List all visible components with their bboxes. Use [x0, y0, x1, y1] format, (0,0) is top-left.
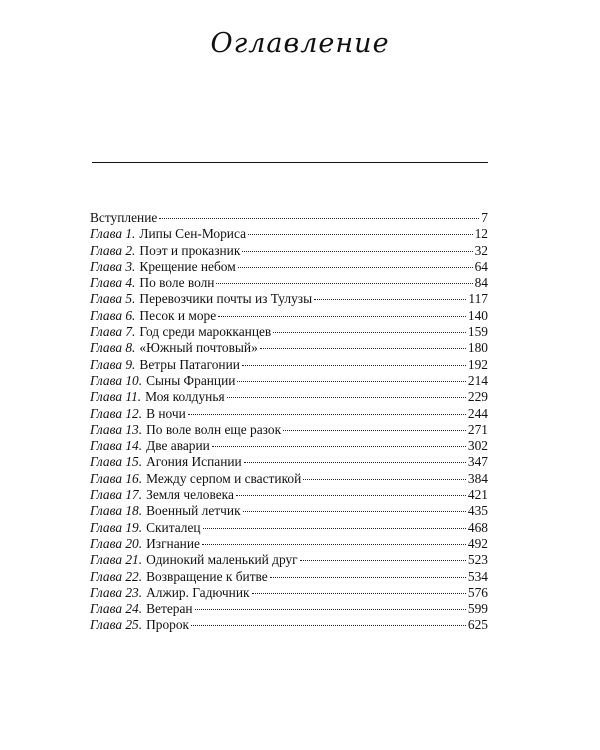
toc-page-number: 421 — [467, 487, 488, 503]
toc-entry — [90, 259, 488, 275]
toc-chapter-number: Глава 11. — [90, 389, 142, 405]
toc-chapter-title: Моя колдунья — [145, 389, 225, 405]
toc-page-number: 468 — [467, 519, 488, 535]
dot-leader — [260, 348, 466, 349]
toc-chapter-number: Глава 20. — [90, 535, 143, 551]
toc-chapter-title: По воле волн еще разок — [146, 421, 282, 437]
toc-chapter-title: Песок и море — [139, 307, 217, 323]
toc-chapter-title: Пророк — [146, 617, 190, 633]
toc-chapter-title: Вступление — [90, 210, 158, 225]
dot-leader — [303, 479, 466, 480]
toc-chapter-number: Глава 17. — [90, 487, 143, 503]
toc-entry — [90, 406, 488, 422]
toc-chapter-number: Глава 15. — [90, 454, 143, 470]
toc-entry — [90, 357, 488, 373]
toc-page-number: 302 — [467, 438, 488, 454]
toc-chapter-number: Глава 12. — [90, 405, 143, 421]
dot-leader — [195, 609, 466, 610]
toc-entry — [90, 552, 488, 568]
toc-chapter-title: Год среди марокканцев — [139, 324, 272, 340]
toc-entry — [90, 291, 488, 307]
toc-chapter-number: Глава 8. — [90, 340, 136, 356]
toc-page-number: 523 — [467, 552, 488, 568]
toc-page-number: 159 — [467, 324, 488, 340]
toc-chapter-title: Ветеран — [146, 601, 193, 617]
dot-leader — [248, 234, 473, 235]
dot-leader — [243, 511, 466, 512]
toc-chapter-number: Глава 4. — [90, 275, 136, 291]
dot-leader — [227, 397, 466, 398]
toc-entry — [90, 438, 488, 454]
toc-chapter-number: Глава 10. — [90, 372, 143, 388]
table-of-contents — [90, 210, 488, 634]
toc-entry — [90, 373, 488, 389]
toc-chapter-title: Алжир. Гадючник — [146, 584, 250, 600]
toc-chapter-number: Глава 23. — [90, 584, 143, 600]
toc-chapter-title: Военный летчик — [146, 503, 241, 519]
toc-page-number: 492 — [467, 535, 488, 551]
toc-chapter-number: Глава 21. — [90, 552, 143, 568]
toc-entry — [90, 536, 488, 552]
page-title: Оглавление — [210, 28, 390, 59]
toc-page-number: 32 — [474, 242, 488, 258]
dot-leader — [237, 381, 465, 382]
toc-chapter-title: «Южный почтовый» — [139, 340, 258, 356]
toc-page-number: 214 — [467, 372, 488, 388]
dot-leader — [218, 316, 466, 317]
toc-chapter-title: В ночи — [146, 405, 186, 421]
toc-entry — [90, 487, 488, 503]
horizontal-divider — [92, 162, 488, 163]
toc-chapter-number: Глава 19. — [90, 519, 143, 535]
toc-chapter-title: Между серпом и свастикой — [146, 470, 302, 486]
dot-leader — [238, 267, 473, 268]
toc-page-number: 7 — [481, 210, 488, 225]
toc-entry — [90, 569, 488, 585]
toc-chapter-title: Поэт и проказник — [139, 242, 241, 258]
toc-entry — [90, 226, 488, 242]
toc-page-number: 180 — [467, 340, 488, 356]
dot-leader — [212, 446, 466, 447]
toc-chapter-number: Глава 18. — [90, 503, 143, 519]
toc-page-number: 384 — [467, 470, 488, 486]
toc-entry — [90, 243, 488, 259]
toc-chapter-title: Агония Испании — [146, 454, 242, 470]
dot-leader — [216, 283, 472, 284]
dot-leader — [283, 430, 466, 431]
dot-leader — [273, 332, 466, 333]
dot-leader — [188, 414, 466, 415]
toc-entry — [90, 601, 488, 617]
toc-entry — [90, 275, 488, 291]
toc-chapter-number: Глава 9. — [90, 356, 136, 372]
toc-chapter-number: Глава 14. — [90, 438, 143, 454]
toc-page-number: 140 — [467, 307, 488, 323]
toc-page-number: 229 — [467, 389, 488, 405]
toc-chapter-number: Глава 13. — [90, 421, 143, 437]
toc-entry — [90, 454, 488, 470]
toc-chapter-title: Возвращение к битве — [146, 568, 268, 584]
dot-leader — [203, 528, 466, 529]
dot-leader — [300, 560, 466, 561]
toc-chapter-number: Глава 22. — [90, 568, 143, 584]
dot-leader — [314, 299, 466, 300]
toc-entry — [90, 340, 488, 356]
toc-entry — [90, 503, 488, 519]
toc-chapter-title: Перевозчики почты из Тулузы — [139, 291, 313, 307]
dot-leader — [244, 462, 466, 463]
toc-page-number: 64 — [474, 258, 488, 274]
toc-chapter-number: Глава 16. — [90, 470, 143, 486]
toc-chapter-title: Изгнание — [146, 535, 200, 551]
toc-chapter-title: Одинокий маленький друг — [146, 552, 298, 568]
toc-chapter-title: Липы Сен-Мориса — [139, 226, 247, 242]
toc-page-number: 625 — [467, 617, 488, 633]
toc-page-number: 12 — [474, 226, 488, 242]
dot-leader — [191, 625, 466, 626]
toc-entry — [90, 471, 488, 487]
toc-page-number: 117 — [468, 291, 488, 307]
toc-chapter-number: Глава 1. — [90, 226, 136, 242]
toc-page-number: 192 — [467, 356, 488, 372]
dot-leader — [202, 544, 466, 545]
toc-chapter-number: Глава 25. — [90, 617, 143, 633]
toc-chapter-number: Глава 3. — [90, 258, 136, 274]
toc-entry — [90, 308, 488, 324]
toc-page-number: 576 — [467, 584, 488, 600]
toc-chapter-title: Сыны Франции — [146, 372, 236, 388]
dot-leader — [159, 218, 479, 219]
toc-chapter-number: Глава 5. — [90, 291, 136, 307]
dot-leader — [242, 365, 466, 366]
toc-entry — [90, 520, 488, 536]
toc-chapter-title: Две аварии — [146, 438, 210, 454]
toc-entry — [90, 617, 488, 633]
toc-page-number: 534 — [467, 568, 488, 584]
toc-chapter-number: Глава 7. — [90, 324, 136, 340]
toc-chapter-title: Скиталец — [146, 519, 201, 535]
toc-page-number: 244 — [467, 405, 488, 421]
dot-leader — [242, 251, 472, 252]
toc-entry — [90, 585, 488, 601]
toc-page-number: 435 — [467, 503, 488, 519]
toc-entry — [90, 422, 488, 438]
toc-entry — [90, 389, 488, 405]
toc-page-number: 84 — [474, 275, 488, 291]
toc-chapter-title: По воле волн — [139, 275, 215, 291]
toc-page-number: 347 — [467, 454, 488, 470]
dot-leader — [252, 593, 466, 594]
toc-entry — [90, 324, 488, 340]
dot-leader — [236, 495, 466, 496]
dot-leader — [270, 577, 466, 578]
toc-chapter-title: Земля человека — [146, 487, 234, 503]
toc-chapter-number: Глава 6. — [90, 307, 136, 323]
toc-chapter-number: Глава 24. — [90, 601, 143, 617]
toc-chapter-title: Крещение небом — [139, 258, 236, 274]
toc-page-number: 271 — [467, 421, 488, 437]
toc-page-number: 599 — [467, 601, 488, 617]
toc-chapter-number: Глава 2. — [90, 242, 136, 258]
toc-chapter-title: Ветры Патагонии — [139, 356, 240, 372]
toc-entry — [90, 210, 488, 226]
